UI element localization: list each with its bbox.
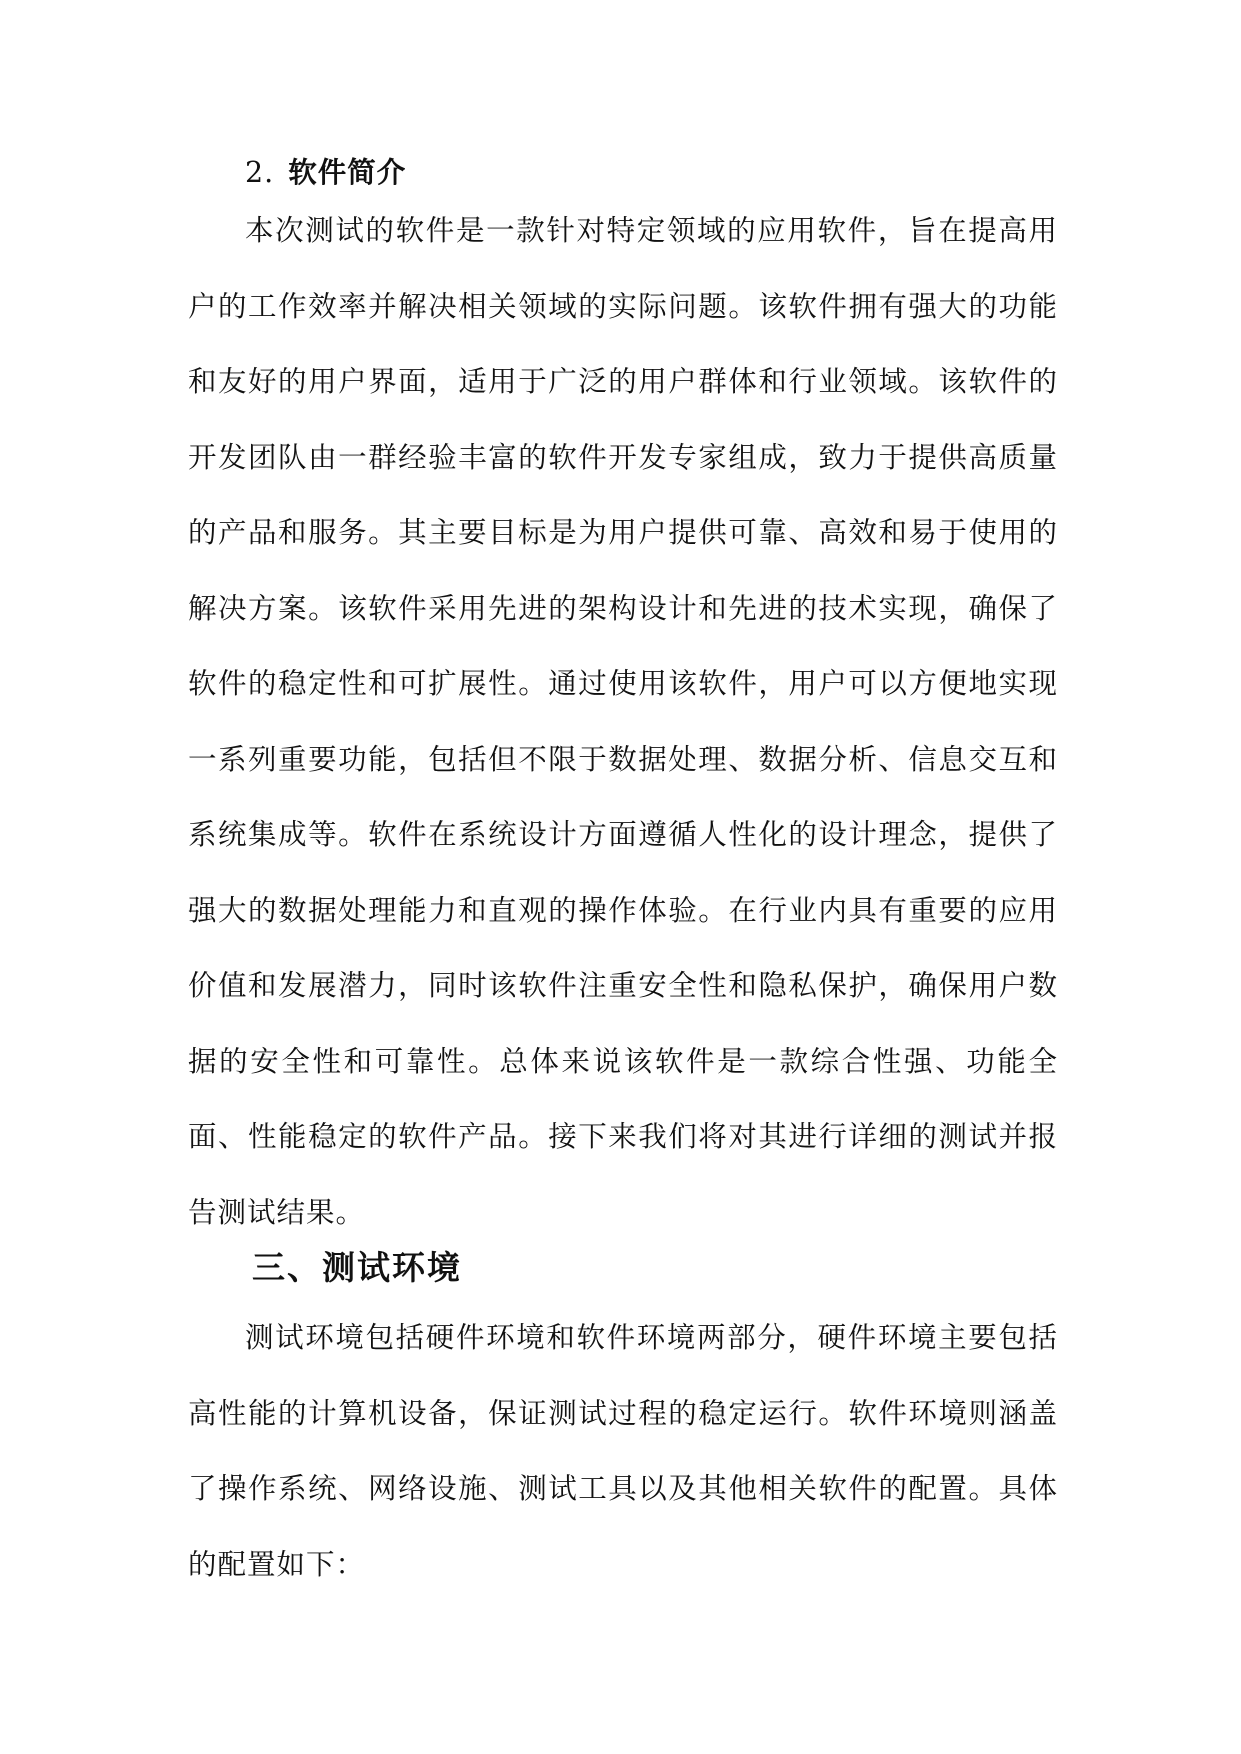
software-intro-paragraph: 本次测试的软件是一款针对特定领域的应用软件，旨在提高用户的工作效率并解决相关领域的实际问题。该软件拥有强大的功能和友好的用户界面，适用于广泛的用户群体和行业领域。该软件的开发团队由一群经验丰富的软件开发专家组成，致力于提供高质量的产品和服务。其主要目标是为用户提供可靠、高效和易于使用的解决方案。该软件采用先进的架构设计和先进的技术实现，确保了软件的稳定性和可扩展性。通过使用该软件，用户可以方便地实现一系列重要功能，包括但不限于数据处理、数据分析、信息交互和系统集成等。软件在系统设计方面遵循人性化的设计理念，提供了强大的数据处理能力和直观的操作体验。在行业内具有重要的应用价值和发展潜力，同时该软件注重安全性和隐私保护，确保用户数据的安全性和可靠性。总体来说该软件是一款综合性强、功能全面、性能稳定的软件产品。接下来我们将对其进行详细的测试并报告测试结果。	[188, 214, 1058, 1229]
section-title: 软件简介	[288, 155, 407, 189]
test-environment-paragraph: 测试环境包括硬件环境和软件环境两部分，硬件环境主要包括高性能的计算机设备，保证测试过程的稳定运行。软件环境则涵盖了操作系统、网络设施、测试工具以及其他相关软件的配置。具体的配置如下：	[188, 1321, 1058, 1581]
section-number: 2.	[245, 156, 275, 189]
section-heading-software-intro	[245, 148, 406, 197]
section-heading-test-environment: 三、测试环境	[252, 1248, 462, 1287]
